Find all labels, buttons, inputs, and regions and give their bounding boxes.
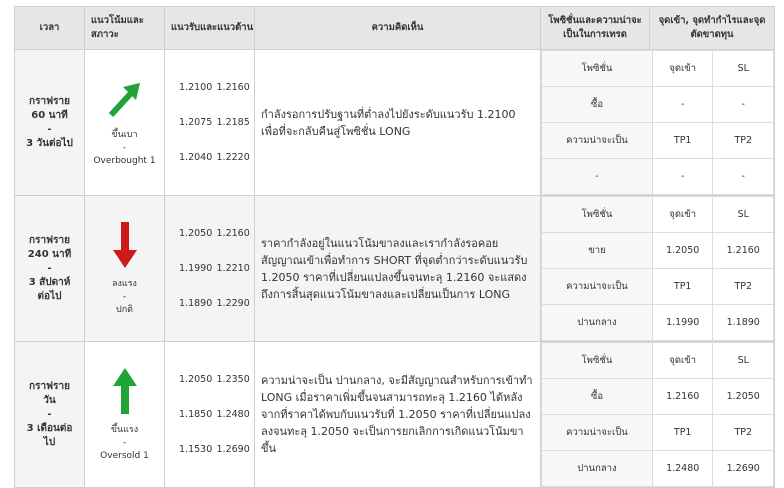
support-value: 1.1990: [179, 263, 213, 274]
timeframe-line: ไป: [43, 436, 56, 448]
timeframe-line: 3 วันต่อไป: [26, 137, 73, 149]
grid-label: ความน่าจะเป็น: [542, 269, 653, 305]
timeframe-line: 240 นาที: [27, 248, 72, 260]
grid-label: TP2: [713, 269, 774, 305]
grid-label: TP1: [652, 415, 713, 451]
timeframe-line: -: [47, 262, 52, 274]
resistance-value: 1.2290: [216, 298, 250, 309]
resistance-value: 1.2160: [216, 82, 250, 93]
levels-cell: [165, 342, 255, 488]
table-row: [15, 196, 775, 342]
tp1-value: 1.2480: [652, 451, 713, 487]
grid-label: SL: [713, 197, 774, 233]
header-levels: แนวรับและแนวต้าน: [165, 7, 255, 50]
grid-label: ความน่าจะเป็น: [542, 415, 653, 451]
probability-value: ปานกลาง: [542, 305, 653, 341]
position-value: ซื้อ: [542, 379, 653, 415]
support-value: 1.1850: [179, 409, 213, 420]
level-row: [165, 362, 254, 397]
grid-label: TP2: [713, 415, 774, 451]
tp2-value: 1.2690: [713, 451, 774, 487]
position-grid-cell: [541, 342, 775, 488]
header-position: โพซิชั่นและความน่าจะเป็นในการเทรด: [541, 7, 650, 50]
down-arrow-icon: [110, 220, 140, 270]
level-row: [165, 251, 254, 286]
grid-label: TP1: [652, 123, 713, 159]
level-row: [165, 216, 254, 251]
grid-label: ความน่าจะเป็น: [542, 123, 653, 159]
header-time: เวลา: [15, 7, 85, 50]
levels-cell: [165, 196, 255, 342]
timeframe-line: วัน: [43, 394, 56, 406]
position-grid-cell: [541, 196, 775, 342]
comment-cell: ราคากำลังอยู่ในแนวโน้มขาลงและเรากำลังรอคอยสัญญาณเข้าเพื่อทำการ SHORT ที่จุดต่ำกว่าระดับแนวรับ 1.2050 ราคาที่เปลี่ยนแปลงขึ้นจนทะลุ 1.2160 จะแสดงถึงการสิ้นสุดแนวโน้มขาลงและเปลี่ยนเป็นการ LONG: [255, 196, 541, 342]
support-value: 1.2100: [179, 82, 213, 93]
analysis-table-wrapper: [14, 6, 774, 488]
support-value: 1.2050: [179, 228, 213, 239]
up-arrow-icon: [110, 366, 140, 416]
position-value: ซื้อ: [542, 87, 653, 123]
timeframe-line: กราฟราย: [29, 95, 70, 107]
timeframe-line: -: [47, 123, 52, 135]
levels-cell: [165, 50, 255, 196]
grid-label: TP1: [652, 269, 713, 305]
grid-label: จุดเข้า: [652, 197, 713, 233]
resistance-value: 1.2160: [216, 228, 250, 239]
timeframe-line: -: [47, 408, 52, 420]
sl-value: 1.2050: [713, 379, 774, 415]
table-row: [15, 50, 775, 196]
entry-value: -: [652, 87, 713, 123]
trend-cell: [85, 342, 165, 488]
comment-cell: กำลังรอการปรับฐานที่ต่ำลงไปยังระดับแนวรับ 1.2100 เพื่อที่จะกลับคืนสู่โพซิชั่น LONG: [255, 50, 541, 196]
header-trend: แนวโน้มและสภาวะ: [85, 7, 165, 50]
support-value: 1.2075: [179, 117, 213, 128]
timeframe-line: กราฟราย: [29, 234, 70, 246]
timeframe-cell: [15, 50, 85, 196]
trend-separator: -: [122, 292, 127, 302]
entry-value: 1.2050: [652, 233, 713, 269]
grid-label: จุดเข้า: [652, 51, 713, 87]
grid-label: SL: [713, 51, 774, 87]
condition-label: Overbought 1: [93, 156, 156, 166]
header-entry: จุดเข้า, จุดทำกำไรและจุดตัดขาดทุน: [650, 7, 775, 50]
tp2-value: -: [713, 159, 774, 195]
support-value: 1.2050: [179, 374, 213, 385]
position-grid: [541, 342, 774, 487]
condition-label: Oversold 1: [100, 451, 149, 461]
grid-label: โพซิชั่น: [542, 343, 653, 379]
timeframe-line: 3 เดือนต่อ: [26, 422, 73, 434]
trend-cell: [85, 50, 165, 196]
trend-separator: -: [122, 143, 127, 153]
position-grid-cell: [541, 50, 775, 196]
trend-label: ขึ้นแรง: [110, 425, 139, 435]
comment-cell: ความน่าจะเป็น ปานกลาง, จะมีสัญญาณสำหรับการเข้าทำ LONG เมื่อราคาเพิ่มขึ้นจนสามารถทะลุ 1.2160 ได้หลังจากที่ราคาได้พบกับแนวรับที่ 1.2050 ราคาที่เปลี่ยนแปลงลงจนทะลุ 1.2050 จะเป็นการยกเลิกการเกิดแนวโน้มขาขึ้น: [255, 342, 541, 488]
position-value: ขาย: [542, 233, 653, 269]
grid-label: โพซิชั่น: [542, 197, 653, 233]
position-grid: [541, 196, 774, 341]
table-row: [15, 342, 775, 488]
resistance-value: 1.2220: [216, 152, 250, 163]
resistance-value: 1.2210: [216, 263, 250, 274]
trend-separator: -: [122, 438, 127, 448]
probability-value: ปานกลาง: [542, 451, 653, 487]
analysis-table: [14, 6, 775, 488]
grid-label: จุดเข้า: [652, 343, 713, 379]
trend-cell: [85, 196, 165, 342]
level-row: [165, 286, 254, 321]
level-row: [165, 140, 254, 175]
resistance-value: 1.2690: [216, 444, 250, 455]
support-value: 1.2040: [179, 152, 213, 163]
trend-label: ขึ้นเบา: [111, 130, 138, 140]
timeframe-line: กราฟราย: [29, 380, 70, 392]
up-right-arrow-icon: [105, 77, 145, 121]
grid-label: โพซิชั่น: [542, 51, 653, 87]
support-value: 1.1890: [179, 298, 213, 309]
entry-value: 1.2160: [652, 379, 713, 415]
header-row: [15, 7, 775, 50]
tp1-value: -: [652, 159, 713, 195]
level-row: [165, 397, 254, 432]
timeframe-line: 3 สัปดาห์: [28, 276, 71, 288]
grid-label: SL: [713, 343, 774, 379]
position-grid: [541, 50, 774, 195]
trend-label: ลงแรง: [112, 279, 137, 289]
level-row: [165, 70, 254, 105]
support-value: 1.1530: [179, 444, 213, 455]
level-row: [165, 105, 254, 140]
resistance-value: 1.2185: [216, 117, 250, 128]
tp2-value: 1.1890: [713, 305, 774, 341]
condition-label: ปกติ: [115, 305, 133, 315]
sl-value: -: [713, 87, 774, 123]
tp1-value: 1.1990: [652, 305, 713, 341]
resistance-value: 1.2480: [216, 409, 250, 420]
probability-value: -: [542, 159, 653, 195]
timeframe-cell: [15, 196, 85, 342]
sl-value: 1.2160: [713, 233, 774, 269]
timeframe-line: 60 นาที: [31, 109, 68, 121]
timeframe-line: ต่อไป: [37, 290, 62, 302]
header-comment: ความคิดเห็น: [255, 7, 541, 50]
grid-label: TP2: [713, 123, 774, 159]
resistance-value: 1.2350: [216, 374, 250, 385]
level-row: [165, 432, 254, 467]
timeframe-cell: [15, 342, 85, 488]
